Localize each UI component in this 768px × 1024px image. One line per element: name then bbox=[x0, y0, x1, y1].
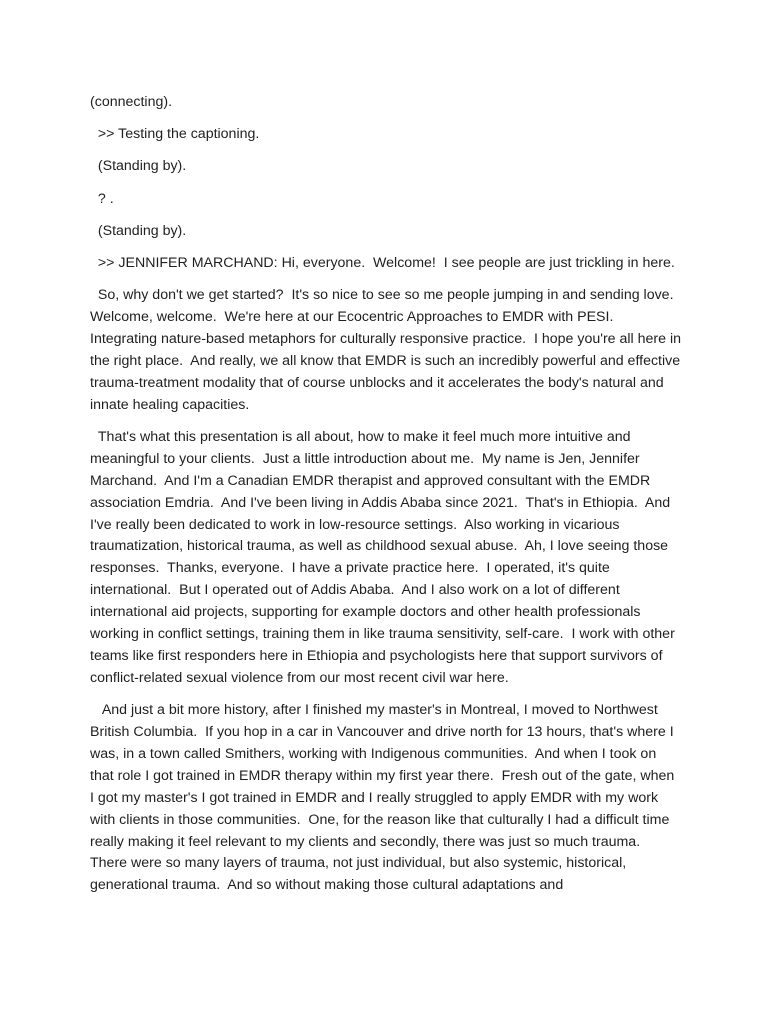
unknown-audio-line: ? . bbox=[90, 190, 114, 207]
document-page bbox=[90, 92, 685, 908]
status-line-standing-by: (Standing by). bbox=[90, 158, 187, 175]
speaker-intro-paragraph: >> JENNIFER MARCHAND: Hi, everyone. Welcome! I see people are just trickling in here. bbox=[90, 255, 675, 272]
status-line-connecting: (connecting). bbox=[90, 94, 173, 110]
caption-test-line: >> Testing the captioning. bbox=[90, 126, 260, 143]
status-line-standing-by: (Standing by). bbox=[90, 222, 187, 239]
transcript-paragraph: And just a bit more history, after I finished my master's in Montreal, I moved to Northwest British Columbia. If you hop in a car in Vancouver and drive north for 13 hours, that's where I was, in a town called Smithers, working with Indigenous communities. And when I took on that role I got trained in EMDR therapy within my first year there. Fresh out of the gate, when I got my master's I got trained in EMDR and I really struggled to apply EMDR with my work with clients in those communities. One, for the reason like that culturally I had a difficult time really making it feel relevant to my clients and secondly, there was just so much trauma. There were so many layers of trauma, not just individual, but also systemic, historical, generational trauma. And so without making those cultural adaptations and bbox=[90, 702, 679, 894]
transcript-paragraph: That's what this presentation is all about, how to make it feel much more intuitive and meaningful to your clients. Just a little introduction about me. My name is Jen, Jennifer Marchand. And I'm a Canadian EMDR therapist and approved consultant with the EMDR association Emdria. And I've been living in Addis Ababa since 2021. That's in Ethiopia. And I've really been dedicated to work in low-resource settings. Also working in vicarious traumatization, historical trauma, as well as childhood sexual abuse. Ah, I love seeing those responses. Thanks, everyone. I have a private practice here. I operated, it's quite international. But I operated out of Addis Ababa. And I also work on a lot of different international aid projects, supporting for example doctors and other health professionals working in conflict settings, training them in like trauma sensitivity, self-care. I work with other teams like first responders here in Ethiopia and psychologists here that support survivors of conflict-related sexual violence from our most recent civil war here. bbox=[90, 428, 679, 686]
transcript-paragraph: So, why don't we get started? It's so nice to see so me people jumping in and sending love. Welcome, welcome. We're here at our Ecocentric Approaches to EMDR with PESI. Integrating nature-based metaphors for culturally responsive practice. I hope you're all here in the right place. And really, we all know that EMDR is such an incredibly powerful and effective trauma-treatment modality that of course unblocks and it accelerates the body's natural and innate healing capacities. bbox=[90, 287, 685, 413]
